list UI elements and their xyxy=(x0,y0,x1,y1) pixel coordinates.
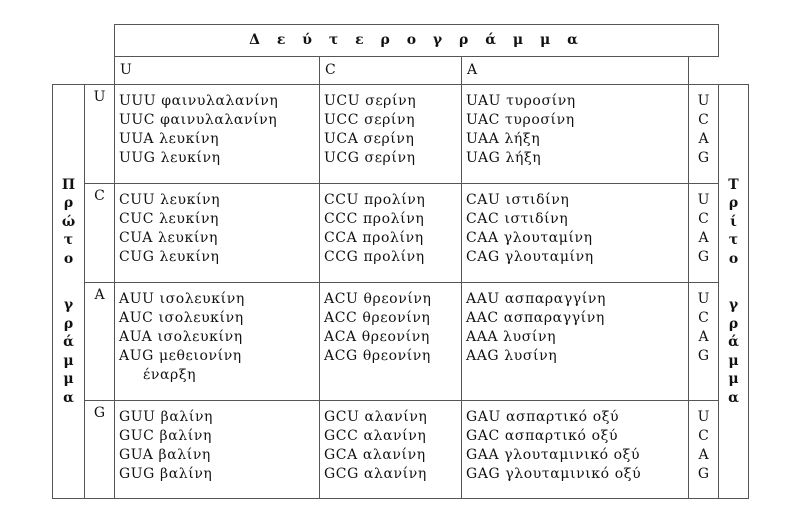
start-codon-note: έναρξη xyxy=(143,367,197,383)
third-letters-g: U C A G xyxy=(689,401,719,499)
table-title: Δ ε ύ τ ε ρ ο γ ρ ά μ μ α xyxy=(115,25,719,57)
second-letter-u: U xyxy=(115,57,320,85)
codon-cell-ac: ACU θρεονίνη ACC θρεονίνη ACA θρεονίνη ACG θρεονίνη xyxy=(320,283,462,401)
codon-cell-ca: CAU ιστιδίνη CAC ιστιδίνη CAA γλουταμίνη CAG γλουταμίνη xyxy=(462,184,689,283)
corner-blank-right xyxy=(719,25,749,57)
first-letter-c: C xyxy=(85,184,115,283)
codon-cell-gu: GUU βαλίνη GUC βαλίνη GUA βαλίνη GUG βαλίνη xyxy=(115,401,320,499)
genetic-code-table xyxy=(52,24,749,499)
codon-cell-uu: UUU φαινυλαλανίνη UUC φαινυλαλανίνη UUA λευκίνη UUG λευκίνη xyxy=(115,85,320,184)
codon-cell-cu: CUU λευκίνη CUC λευκίνη CUA λευκίνη CUG λευκίνη xyxy=(115,184,320,283)
third-letters-u: U C A G xyxy=(689,85,719,184)
first-letter-u: U xyxy=(85,85,115,184)
first-letter-axis-label: Π ρ ώ τ ο γ ρ ά μ μ α xyxy=(53,85,85,499)
codon-cell-ua: UAU τυροσίνη UAC τυροσίνη UAA λήξη UAG λήξη xyxy=(462,85,689,184)
codon-cell-gc: GCU αλανίνη GCC αλανίνη GCA αλανίνη GCG αλανίνη xyxy=(320,401,462,499)
second-letter-c: C xyxy=(320,57,462,85)
codon-cell-aa: AAU ασπαραγγίνη AAC ασπαραγγίνη AAA λυσίνη AAG λυσίνη xyxy=(462,283,689,401)
third-letters-a: U C A G xyxy=(689,283,719,401)
codon-cell-uc: UCU σερίνη UCC σερίνη UCA σερίνη UCG σερίνη xyxy=(320,85,462,184)
third-letter-axis-label: Τ ρ ί τ ο γ ρ ά μ μ α xyxy=(719,85,749,499)
codon-cell-au: AUU ισολευκίνη AUC ισολευκίνη AUA ισολευκίνη AUG μεθειονίνη έναρξη xyxy=(115,283,320,401)
first-letter-g: G xyxy=(85,401,115,499)
first-letter-a: A xyxy=(85,283,115,401)
codon-cell-cc: CCU προλίνη CCC προλίνη CCA προλίνη CCG προλίνη xyxy=(320,184,462,283)
codon-cell-ga: GAU ασπαρτικό οξύ GAC ασπαρτικό οξύ GAA γλουταμινικό οξύ GAG γλουταμινικό οξύ xyxy=(462,401,689,499)
third-letters-c: U C A G xyxy=(689,184,719,283)
second-letter-a: A xyxy=(462,57,689,85)
corner-blank xyxy=(53,25,115,57)
